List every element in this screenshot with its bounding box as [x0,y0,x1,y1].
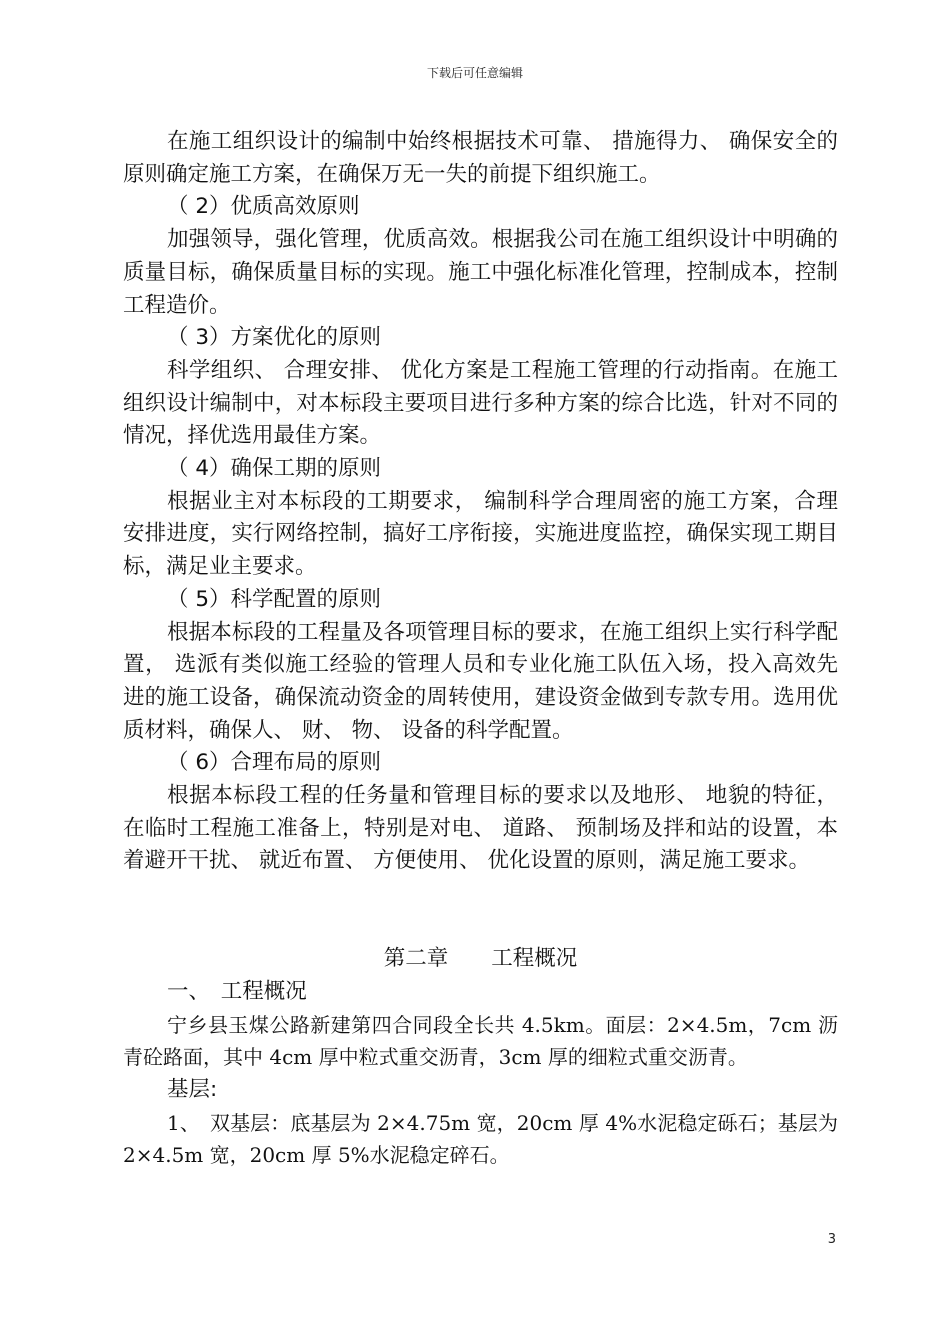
heading-principle-2: （ 2）优质高效原则 [167,194,360,220]
heading-principle-3: （ 3）方案优化的原则 [167,325,382,351]
heading-principle-4: （ 4）确保工期的原则 [167,456,382,482]
document-body [123,126,838,1172]
paragraph-principle-3: 科学组织、 合理安排、 优化方案是工程施工管理的行动指南。在施工组织设计编制中，对本标段主要项目进行多种方案的综合比选，针对不同的情况，择优选用最佳方案。 [123,357,838,449]
project-overview-paragraph: 宁乡县玉煤公路新建第四合同段全长共 4.5km。面层：2×4.5m，7cm 沥青砼路面，其中 4cm 厚中粒式重交沥青，3cm 厚的细粒式重交沥青。 [123,1012,838,1070]
heading-principle-6: （ 6）合理布局的原则 [167,750,382,776]
heading-principle-5: （ 5）科学配置的原则 [167,586,382,612]
paragraph-principle-5: 根据本标段的工程量及各项管理目标的要求，在施工组织上实行科学配置， 选派有类似施工经验的管理人员和专业化施工队伍入场，投入高效先进的施工设备，确保流动资金的周转使用，建设资金做到专款专用。选用优质材料，确保人、 财、 物、 设备的科学配置。 [123,619,838,743]
paragraph-principle-1: 在施工组织设计的编制中始终根据技术可靠、 措施得力、 确保安全的原则确定施工方案，在确保万无一失的前提下组织施工。 [123,129,838,187]
base-layer-label: 基层: [167,1076,218,1102]
page-number: 3 [827,1232,836,1247]
paragraph-principle-4: 根据业主对本标段的工期要求， 编制科学合理周密的施工方案，合理安排进度，实行网络控制，搞好工序衔接，实施进度监控，确保实现工期目标，满足业主要求。 [123,488,838,580]
page-header: 下载后可任意编辑 [426,66,523,80]
paragraph-principle-6: 根据本标段工程的任务量和管理目标的要求以及地形、 地貌的特征，在临时工程施工准备上，特别是对电、 道路、 预制场及拌和站的设置，本着避开干扰、 就近布置、 方便使用、 优化设置的原则，满足施工要求。 [123,783,838,874]
chapter-title: 第二章 工程概况 [383,946,578,972]
section-title: 一、 工程概况 [167,978,307,1004]
paragraph-principle-2: 加强领导，强化管理，优质高效。根据我公司在施工组织设计中明确的质量目标，确保质量目标的实现。施工中强化标准化管理，控制成本，控制工程造价。 [123,227,838,318]
base-layer-paragraph: 1、 双基层：底基层为 2×4.75m 宽，20cm 厚 4%水泥稳定砾石；基层为 2×4.5m 宽，20cm 厚 5%水泥稳定碎石。 [123,1110,838,1168]
